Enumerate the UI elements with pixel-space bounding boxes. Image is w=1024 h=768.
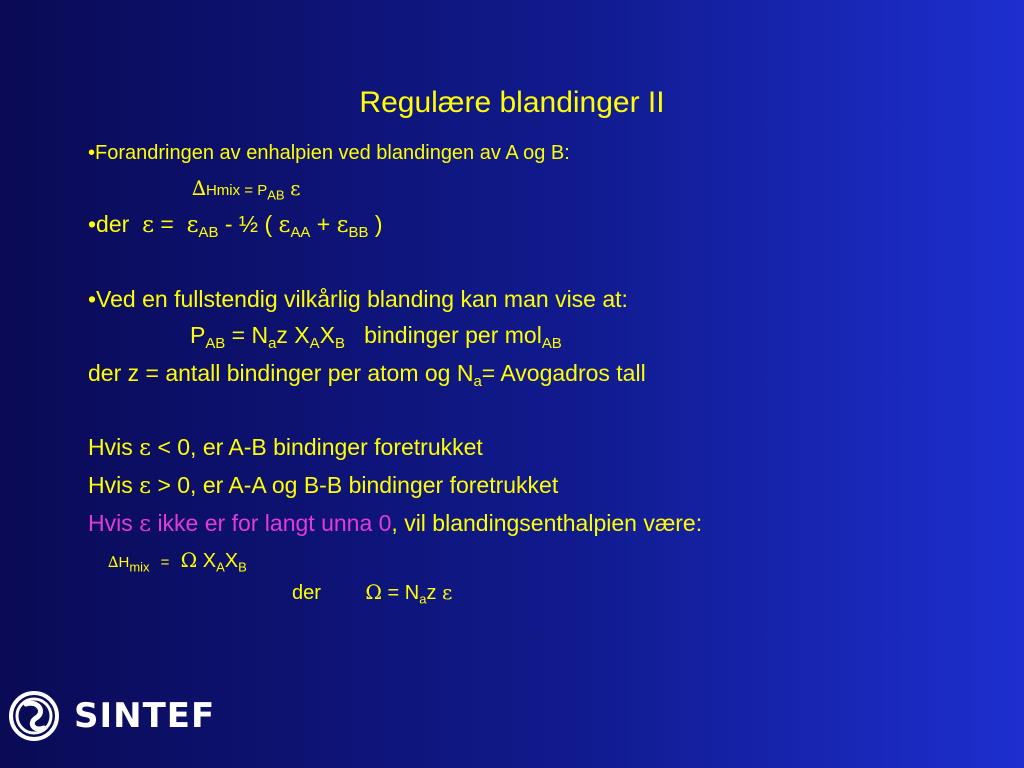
close-paren: ) [374, 211, 383, 237]
equation-omega-def [292, 580, 452, 605]
sub-aa: AA [290, 224, 311, 242]
epsilon-symbol: ε [186, 212, 199, 238]
x-letter: X [319, 322, 335, 348]
hvis: Hvis [88, 510, 133, 536]
eq1-sub-ab: AB [267, 187, 285, 203]
hvis: Hvis [88, 472, 133, 498]
sintef-logo [8, 688, 248, 744]
highlight-text: ikke er for langt unna 0 [157, 510, 392, 536]
x-letter: X [202, 550, 217, 572]
bullet-forandringen: •Forandringen av enhalpien ved blandingen av A og B: [88, 142, 570, 164]
equals: = [160, 554, 170, 571]
plus: + [316, 211, 331, 237]
omega-symbol: Ω [180, 548, 198, 572]
epsilon-symbol: ε [139, 473, 152, 499]
epsilon-symbol: ε [278, 212, 291, 238]
sub-a: a [473, 373, 482, 391]
p-letter: P [190, 322, 206, 348]
line7-rest: , vil blandingsenthalpien være: [391, 510, 703, 536]
sub-a: A [216, 559, 225, 575]
bullet-der-epsilon [88, 211, 383, 242]
x-letter: X [224, 550, 239, 572]
epsilon-symbol: ε [290, 176, 301, 200]
delta-symbol: ∆ [192, 176, 206, 200]
omega-symbol: Ω [365, 580, 382, 604]
avogadro-text: = Avogadros tall [481, 360, 646, 386]
half-paren: - ½ ( [224, 211, 273, 237]
sub-mix: mix [129, 559, 150, 575]
delta-symbol: ∆ [108, 553, 119, 571]
epsilon-symbol: ε [139, 435, 152, 461]
eq1-text: Hmix = P [205, 182, 268, 199]
der-label: •der [88, 211, 130, 237]
sub-b: B [238, 559, 247, 575]
epsilon-symbol: ε [139, 511, 152, 537]
sub-a: a [268, 335, 277, 353]
line5-rest: < 0, er A-B bindinger foretrukket [157, 434, 483, 460]
h-letter: H [118, 554, 130, 571]
equation-delta-hmix [192, 176, 301, 201]
equals: = [160, 211, 174, 237]
sub-b: B [334, 335, 345, 353]
equals-n: = N [231, 322, 269, 348]
z-x: z X [276, 322, 310, 348]
sub-ab: AB [198, 224, 219, 242]
line-hvis-near-zero [88, 510, 702, 537]
line-hvis-negative [88, 434, 483, 461]
sub-a: A [309, 335, 320, 353]
sub-ab: AB [541, 335, 562, 353]
sintef-logo-icon [8, 690, 60, 742]
bullet-vilkarlig: •Ved en fullstendig vilkårlig blanding kan man vise at: [88, 286, 628, 312]
z-letter: z [426, 582, 437, 604]
line-hvis-positive [88, 472, 558, 499]
bindinger-per-mol: bindinger per mol [364, 322, 542, 348]
equation-pab [190, 322, 562, 353]
sub-ab: AB [205, 335, 226, 353]
sintef-logo-text: SINTEF [74, 696, 216, 736]
epsilon-symbol: ε [142, 212, 154, 238]
sub-a: a [419, 591, 427, 607]
slide-title: Regulære blandinger II [359, 86, 665, 119]
der-z-text: der z = antall bindinger per atom og N [88, 360, 474, 386]
line-der-z [88, 360, 646, 391]
equals-n: = N [387, 582, 420, 604]
sub-bb: BB [348, 224, 369, 242]
der-label: der [292, 582, 321, 604]
hvis: Hvis [88, 434, 133, 460]
line6-rest: > 0, er A-A og B-B bindinger foretrukket [157, 472, 559, 498]
epsilon-symbol: ε [442, 580, 453, 604]
epsilon-symbol: ε [336, 212, 349, 238]
equation-delta-hmix-omega [108, 548, 247, 573]
